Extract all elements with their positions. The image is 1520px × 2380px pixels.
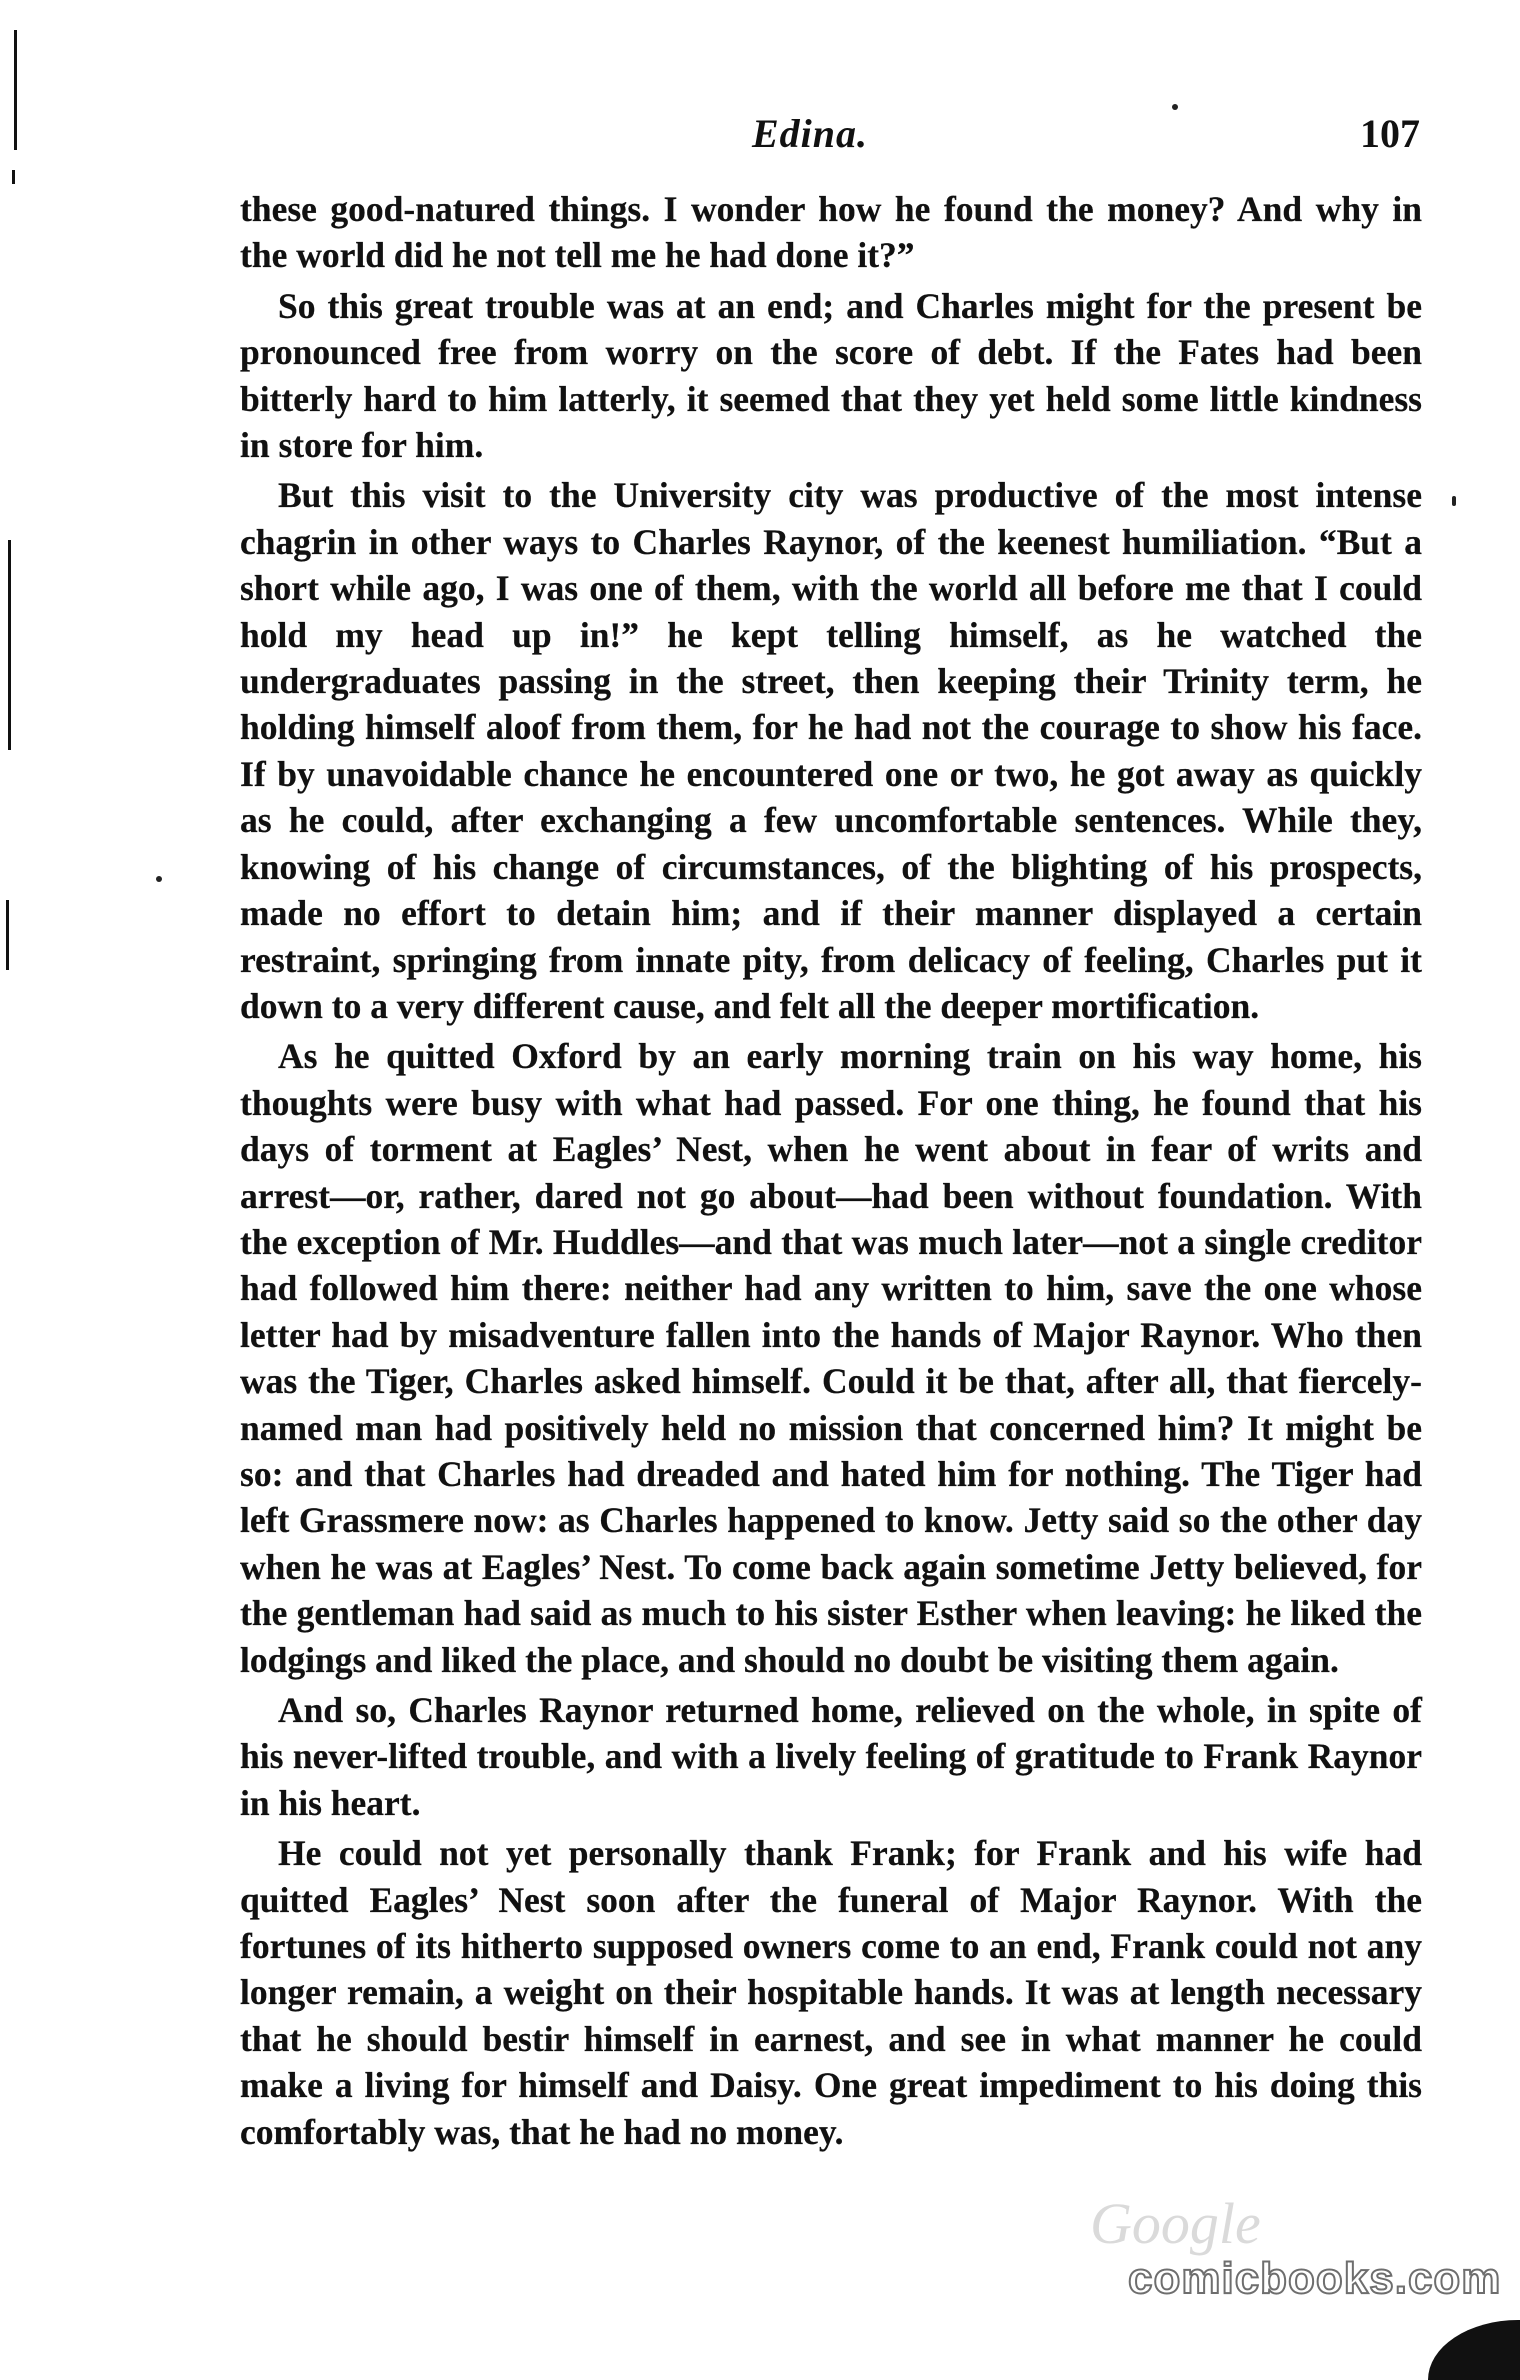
margin-line-mark	[14, 30, 17, 150]
margin-line-mark	[8, 540, 11, 750]
running-head	[240, 110, 1420, 162]
paragraph: As he quitted Oxford by an early morning train on his way home, his thoughts were busy with what had passed. For one thing, he found that his days of torment at Eagles’ Nest, when he went about in fear of writs and arrest—or, rather, dared not go about—had been without foundation. With the exception of Mr. Huddles—and that was much later—not a single creditor had followed him there: neither had any written to him, save the one whose letter had by misadventure fallen into the hands of Major Raynor. Who then was the Tiger, Charles asked himself. Could it be that, after all, that fiercely-named man had positively held no mission that concerned him? It might be so: and that Charles had dreaded and hated him for nothing. The Tiger had left Grassmere now: as Charles happened to know. Jetty said so the other day when he was at Eagles’ Nest. To come back again sometime Jetty believed, for the gentleman had said as much to his sister Esther when leaving: he liked the lodgings and liked the place, and should no doubt be visiting them again.	[240, 1036, 1422, 1680]
google-watermark: Google	[1090, 2191, 1261, 2256]
stray-dot	[1452, 496, 1456, 506]
paragraph: So this great trouble was at an end; and Charles might for the present be pronounced free from worry on the score of debt. If the Fates had been bitterly hard to him latterly, it seemed that they yet held some little kindness in store for him.	[240, 285, 1422, 466]
paragraph: He could not yet personally thank Frank; for Frank and his wife had quitted Eagles’ Nest soon after the funeral of Major Raynor. With the fortunes of its hitherto supposed owners come to an end, Frank could not any longer remain, a weight on their hospitable hands. It was at length necessary that he should bestir himself in earnest, and see in what manner he could make a living for himself and Daisy. One great impediment to his doing this comfortably was, that he had no money.	[240, 1833, 1422, 2152]
margin-line-mark	[12, 170, 15, 184]
margin-line-mark	[6, 900, 9, 970]
running-title: Edina.	[752, 111, 869, 156]
paragraph: But this visit to the University city was productive of the most intense chagrin in other ways to Charles Raynor, of the keenest humiliation. “But a short while ago, I was one of them, with the world all before me that I could hold my head up in!” he kept telling himself, as he watched the undergraduates passing in the street, then keeping their Trinity term, he holding himself aloof from them, for he had not the courage to show his face. If by unavoidable chance he encountered one or two, he got away as quickly as he could, after exchanging a few uncomfortable sentences. While they, knowing of his change of circumstances, of the blighting of his prospects, made no effort to detain him; and if their manner displayed a certain restraint, springing from innate pity, from delicacy of feeling, Charles put it down to a very different cause, and felt all the deeper mortification.	[240, 475, 1422, 1026]
site-watermark: comicbooks.com	[1128, 2254, 1502, 2303]
corner-shadow	[1428, 2320, 1520, 2380]
paragraph: And so, Charles Raynor returned home, relieved on the whole, in spite of his never-lifted trouble, and with a lively feeling of gratitude to Frank Raynor in his heart.	[240, 1690, 1422, 1823]
paragraph: these good-natured things. I wonder how he found the money? And why in the world did he not tell me he had done it?”	[240, 189, 1422, 276]
body-text	[240, 186, 1422, 2159]
stray-dot	[156, 876, 162, 882]
page-number: 107	[1360, 111, 1420, 156]
